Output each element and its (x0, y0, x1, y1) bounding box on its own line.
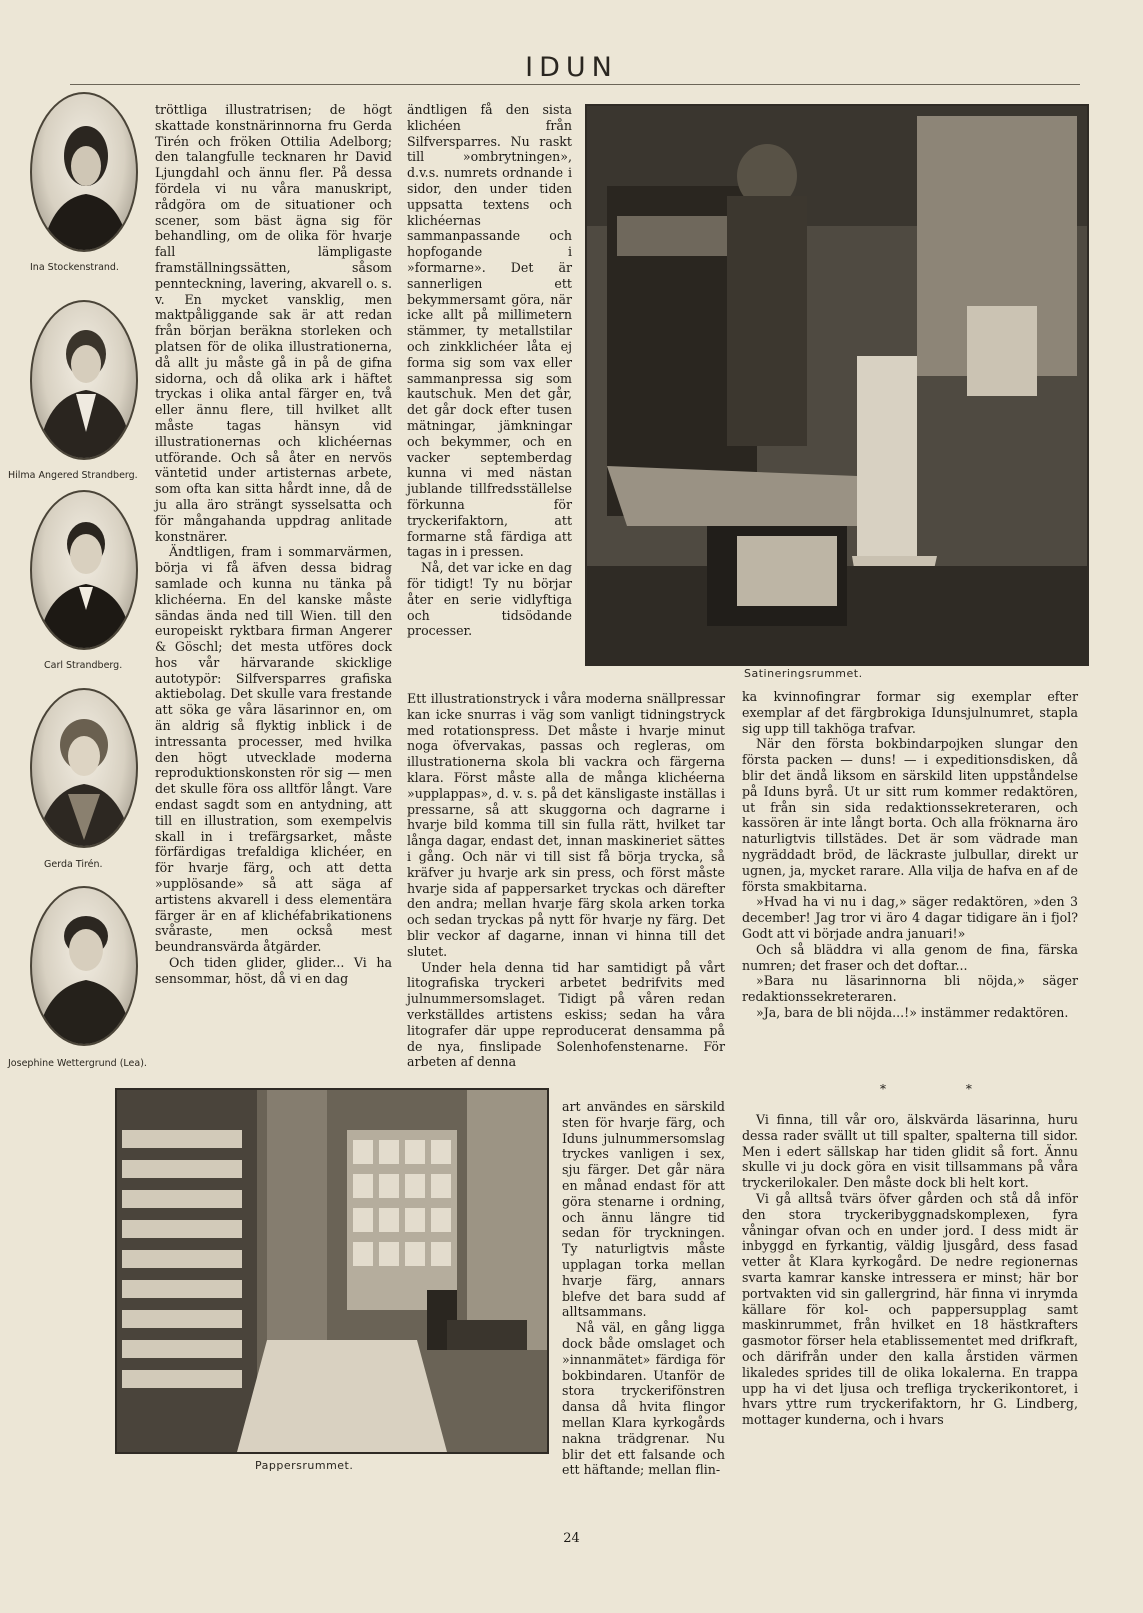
woman-portrait-icon (32, 94, 136, 250)
portrait-photo (30, 300, 138, 460)
paragraph: Nå, det var icke en dag för tidigt! Ty nu börjar åter en serie vidlyftiga och tidsödande processer. (407, 560, 572, 639)
paragraph: »Hvad ha vi nu i dag,» säger redaktören, »den 3 december! Jag tror vi äro 4 dagar tidigare än i fjol? Godt att vi började andra januari!» (742, 894, 1078, 941)
paragraph: Under hela denna tid har samtidigt på vårt litografiska tryckeri arbetet bedrifvits med julnummersomslaget. Tidigt på våren redan verkställdes artistens eskiss; sedan ha våra litografer där uppe reproducerat densamma på de nya, finslipade Solenhofenstenarne. För arbeten af denna (407, 959, 725, 1070)
header-rule (70, 84, 1080, 85)
paper-storage-photo-icon (117, 1090, 547, 1452)
press-room-photo-icon (587, 106, 1087, 664)
paragraph: ka kvinnofingrar formar sig exemplar efter exemplar af det färgbrokiga Idunsjulnumret, stapla sig upp till takhöga trafvar. (742, 689, 1078, 736)
paragraph: »Bara nu läsarinnorna bli nöjda,» säger redaktionssekreteraren. (742, 973, 1078, 1005)
column-3-text-continued (742, 1112, 1078, 1428)
portrait-carl-strandberg (30, 490, 138, 652)
portrait-caption: Josephine Wettergrund (Lea). (8, 1058, 147, 1069)
portrait-hilma-angered-strandberg (30, 300, 138, 462)
photo-caption: Pappersrummet. (255, 1459, 354, 1472)
portrait-ina-stockenstrand (30, 92, 138, 254)
portrait-gerda-tiren (30, 688, 138, 850)
paragraph: Nå väl, en gång ligga dock både omslaget och »innanmätet» färdiga för bokbindaren. Utanför de stora tryckerifönstren dansa då hvita flingor mellan Klara kyrkogårds nakna trädgrenar. Nu blir det ett falsande och ett häftande; mellan flin- (562, 1320, 725, 1478)
portrait-photo (30, 688, 138, 848)
paragraph: »Ja, bara de bli nöjda...!» instämmer redaktören. (756, 1004, 1069, 1020)
paragraph: Och så bläddra vi alla genom de fina, färska numren; det fraser och det doftar... (742, 941, 1078, 973)
portrait-photo (30, 490, 138, 650)
paragraph: ändtligen få den sista klichéen från Silfversparres. Nu raskt till »ombrytningen», d.v.s. numrets ordnande i sidor, den under tiden uppsatta textens och klichéernas sammanpassande och hopfogande i »formarne». Det är sannerligen ett bekymmersamt göra, när icke allt på millimetern stämmer, ty metallstilar och zinkklichéer låta ej forma sig som vax eller sammanpressa sig som kautschuk. Men det går, det går dock efter tusen mätningar, jämkningar och bekymmer, och en vacker septemberdag kunna vi med nästan jublande tillfredsställelse förkunna för tryckerifaktorn, att formarne stå färdiga att tagas in i pressen. (407, 102, 572, 560)
column-3-text (742, 689, 1078, 1021)
portrait-photo (30, 92, 138, 252)
portrait-caption: Carl Strandberg. (44, 660, 123, 671)
column-2-narrow-text (562, 1099, 725, 1478)
photo-satineringsrummet (585, 104, 1089, 666)
portrait-caption: Ina Stockenstrand. (30, 262, 119, 273)
column-1-text (155, 102, 392, 987)
photo-pappersrummet (115, 1088, 549, 1454)
woman-portrait-icon (32, 690, 136, 846)
column-2-wide-text (407, 691, 725, 1070)
paragraph: Vi finna, till vår oro, älskvärda läsarinna, huru dessa rader svällt ut till spalter, spalterna till sidor. Men i edert sällskap har tiden glidit så fort. Ännu skulle vi ju dock göra en visit tillsammans på våra tryckerilokaler. Den måste dock bli helt kort. (742, 1112, 1078, 1191)
paragraph: art användes en särskild sten för hvarje färg, och Iduns julnummersomslag tryckes vanligen i sex, sju färger. Det går nära en månad endast för att göra stenarne i ordning, och ännu längre tid sedan för tryckningen. Ty naturligtvis måste upplagan torka mellan hvarje färg, annars blefve det bara sudd af alltsammans. (562, 1099, 725, 1320)
woman-portrait-icon (32, 302, 136, 458)
paragraph: Ett illustrationstryck i våra moderna snällpressar kan icke snurras i väg som vanligt tidningstryck med rotationspress. Det måste i hvarje minut noga öfvervakas, passas och regleras, om illustrationerna skola bli vackra och färgerna klara. Först måste alla de många klichéerna »upplappas», d. v. s. på det känsligaste inställas i pressarne, så att skuggorna och dagrarne i hvarje bild komma till sin fulla rätt, hvilket tar långa dagar, endast det, innan maskineriet sättes i gång. Och när vi till sist få börja trycka, så kräfver ju hvarje ark sin press, och först måste hvarje sida af pappersarket tryckas och därefter den andra; mellan hvarje färg skola arken torka och sedan tryckas på nytt för hvarje ny färg. Det blir veckor af dagarne, innan vi hinna till det slutet. (407, 691, 725, 959)
portrait-photo (30, 886, 138, 1046)
page-number: 24 (563, 1531, 580, 1546)
paragraph: Och tiden glider, glider... Vi ha sensommar, höst, då vi en dag (155, 955, 392, 986)
section-divider-stars: * * (880, 1082, 1010, 1096)
photo-caption: Satineringsrummet. (744, 667, 863, 680)
man-portrait-icon (32, 492, 136, 648)
paragraph: Ändtligen, fram i sommarvärmen, börja vi få äfven dessa bidrag samlade och kunna nu tänka på klichéerna. En del kanske måste sändas ända ned till Wien. till den europeiskt ryktbara firman Angerer & Göschl; det mesta utföres dock hos vår härvarande skicklige autotypör: Silfversparres grafiska aktiebolag. Det skulle vara frestande att söka ge våra läsarinnor en, om än aldrig så flyktig inblick i de intressanta processer, med hvilka den högt utvecklade moderna reproduktionskonsten rör sig — men det skulle föra oss alltför långt. Vare endast sagdt som en antydning, att till en illustration, som exempelvis skall in i trefärgsarket, måste förfärdigas trefaldiga klichéer, en för hvarje färg, och att detta »upplösande» så att säga af artistens akvarell i dess elementära färger är en af klichéfabrikationens svåraste, men också mest beundransvärda åtgärder. (155, 544, 392, 955)
portrait-josephine-wettergrund (30, 886, 138, 1048)
portrait-caption: Gerda Tirén. (44, 859, 103, 870)
woman-portrait-icon (32, 888, 136, 1044)
portrait-caption: Hilma Angered Strandberg. (8, 470, 138, 481)
paragraph: tröttliga illustratrisen; de högt skattade konstnärinnorna fru Gerda Tirén och fröken Ottilia Adelborg; den talangfulle tecknaren hr David Ljungdahl och ännu fler. På dessa fördela vi nu våra manuskript, rådgöra om de situationer och scener, som bäst ägna sig för behandling, om de olika för hvarje fall lämpligaste framställningssätten, såsom pennteckning, lavering, akvarell o. s. v. En mycket vansklig, men maktpåliggande sak är att redan från början beräkna storleken och platsen för de olika illustrationerna, då allt ju måste gå in på de gifna sidorna, och då olika ark i häftet tryckas i olika antal färger en, två eller ännu flere, till hvilket allt måste tagas hänsyn vid illustrationernas och klichéernas utförande. Och så åter en nervös väntetid under artisternas arbete, som ofta kan sitta hårdt inne, då de ju alla äro strängt sysselsatta och för mångahanda uppdrag anlitade konstnärer. (155, 102, 392, 544)
masthead: IDUN (525, 52, 618, 83)
column-2-top-text (407, 102, 572, 639)
paragraph: Vi gå alltså tvärs öfver gården och stå då inför den stora tryckeribyggnadskomplexen, fyra våningar ofvan och en under jord. I dess midt är inbyggd en fyrkantig, väldig ljusgård, dess fasad vetter åt Klara kyrkogård. De nedre regionernas svarta kamrar kanske intressera er minst; här bor portvakten vid sin gallergrind, här finna vi inrymda källare för kol- och pappersupplag samt maskinrummet, från hvilket en 18 hästkrafters gasmotor förser hela etablissementet med drifkraft, och därifrån under den kalla årstiden värmen likaledes sprides till de olika lokalerna. En trappa upp ha vi det ljusa och trefliga tryckerikontoret, i hvars yttre rum tryckerifaktorn, hr G. Lindberg, mottager kunderna, och i hvars (742, 1190, 1078, 1428)
paragraph: När den första bokbindarpojken slungar den första packen — duns! — i expeditionsdisken, då blir det ändå liksom en särskild liten uppståndelse på Iduns byrå. Ut ur sitt rum kommer redaktören, ut från sin sida redaktionssekreteraren, och kassören är inte långt borta. Och alla fröknarna äro naturligtvis tillstädes. Det är som vädrade man nygräddadt bröd, de läckraste julbullar, direkt ur ugnen, ja, mycket rarare. Alla vilja de hafva en af de första smakbitarna. (742, 736, 1078, 894)
